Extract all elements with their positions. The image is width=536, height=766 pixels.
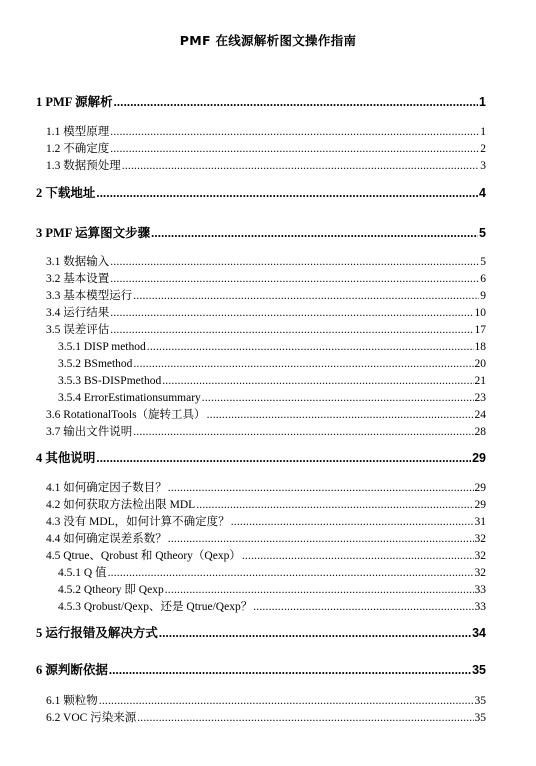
toc-dot-leader [196, 500, 473, 512]
toc-entry-page-number: 32 [474, 567, 486, 579]
document-title: PMF 在线源解析图文操作指南 [179, 33, 357, 48]
toc-entry-page-number: 29 [474, 482, 486, 494]
toc-dot-leader [159, 627, 471, 640]
toc-entry-page-number: 35 [474, 695, 486, 707]
toc-entry-page-number: 1 [479, 95, 486, 109]
toc-dot-leader [110, 308, 473, 320]
toc-entry[interactable] [58, 585, 486, 597]
toc-entry-label: 1.3 数据预处理 [46, 160, 121, 172]
toc-entry-label: 3.2 基本设置 [46, 273, 110, 285]
toc-entry[interactable] [46, 144, 486, 156]
toc-entry[interactable] [46, 696, 486, 708]
toc-entry-page-number: 17 [474, 324, 486, 336]
toc-entry-label: 1 PMF 源解析 [36, 95, 113, 109]
toc-entry-label: 3.1 数据输入 [46, 256, 110, 268]
toc-entry[interactable] [46, 483, 486, 495]
toc-entry-label: 4.2 如何获取方法检出限 MDL [46, 499, 196, 511]
toc-entry-page-number: 4 [479, 186, 486, 200]
toc-entry-label: 3.5.4 ErrorEstimationsummary [58, 392, 201, 404]
toc-entry-label: 3.3 基本模型运行 [46, 290, 133, 302]
toc-dot-leader [242, 551, 474, 563]
toc-entry[interactable] [46, 308, 486, 320]
toc-dot-leader [110, 257, 479, 269]
toc-entry[interactable] [36, 227, 486, 240]
toc-entry-label: 4.5.2 Qtheory 即 Qexp [58, 584, 164, 596]
toc-dot-leader [133, 359, 473, 371]
toc-dot-leader [151, 227, 478, 240]
toc-entry[interactable] [46, 500, 486, 512]
toc-entry-label: 3.7 输出文件说明 [46, 426, 133, 438]
toc-entry-page-number: 3 [480, 160, 486, 172]
toc-entry-page-number: 2 [480, 143, 486, 155]
toc-entry-label: 1.2 不确定度 [46, 143, 110, 155]
toc-entry[interactable] [36, 452, 486, 465]
toc-entry[interactable] [58, 602, 486, 614]
toc-dot-leader [253, 602, 473, 614]
toc-entry-label: 6.1 颗粒物 [46, 695, 98, 707]
toc-entry-label: 4.4 如何确定误差系数？ [46, 533, 167, 545]
toc-entry-label: 3 PMF 运算图文步骤 [36, 226, 151, 240]
toc-entry-label: 6 源判断依据 [36, 663, 108, 677]
toc-entry[interactable] [58, 568, 486, 580]
toc-entry-page-number: 28 [474, 426, 486, 438]
toc-entry-page-number: 34 [472, 626, 486, 640]
toc-dot-leader [168, 534, 474, 546]
toc-entry-label: 4 其他说明 [36, 451, 96, 465]
toc-dot-leader [122, 161, 480, 173]
toc-entry[interactable] [46, 551, 486, 563]
toc-dot-leader [147, 342, 474, 354]
toc-entry-label: 5 运行报错及解决方式 [36, 626, 158, 640]
toc-dot-leader [108, 568, 474, 580]
toc-entry-label: 3.5.1 DISP method [58, 341, 146, 353]
toc-entry-label: 3.5 误差评估 [46, 324, 110, 336]
toc-dot-leader [168, 483, 474, 495]
toc-entry-page-number: 5 [479, 226, 486, 240]
toc-entry-label: 6.2 VOC 污染来源 [46, 712, 137, 724]
toc-entry-page-number: 9 [480, 290, 486, 302]
toc-entry[interactable] [46, 127, 486, 139]
toc-entry-label: 4.5.3 Qrobust/Qexp、还是 Qtrue/Qexp？ [58, 601, 253, 613]
toc-entry-page-number: 32 [474, 533, 486, 545]
toc-entry[interactable] [58, 342, 486, 354]
toc-entry-page-number: 10 [474, 307, 486, 319]
toc-dot-leader [109, 664, 471, 677]
toc-entry-page-number: 29 [474, 499, 486, 511]
toc-dot-leader [202, 393, 474, 405]
toc-entry-page-number: 21 [474, 375, 486, 387]
toc-entry[interactable] [46, 713, 486, 725]
toc-entry-label: 4.1 如何确定因子数目？ [46, 482, 167, 494]
toc-entry-page-number: 18 [474, 341, 486, 353]
toc-entry-page-number: 31 [474, 516, 486, 528]
toc-entry[interactable] [36, 664, 486, 677]
toc-dot-leader [133, 291, 479, 303]
toc-entry-label: 2 下载地址 [36, 186, 96, 200]
toc-dot-leader [162, 376, 473, 388]
toc-entry[interactable] [36, 187, 486, 200]
toc-entry-page-number: 33 [474, 601, 486, 613]
toc-entry[interactable] [46, 257, 486, 269]
toc-entry-page-number: 6 [480, 273, 486, 285]
toc-dot-leader [137, 713, 473, 725]
toc-entry[interactable] [46, 534, 486, 546]
toc-dot-leader [96, 452, 471, 465]
toc-entry-label: 3.6 RotationalTools（旋转工具） [46, 409, 206, 421]
toc-entry[interactable] [58, 376, 486, 388]
toc-dot-leader [96, 187, 478, 200]
toc-dot-leader [133, 427, 473, 439]
toc-dot-leader [110, 127, 479, 139]
toc-entry-page-number: 23 [474, 392, 486, 404]
toc-entry[interactable] [46, 427, 486, 439]
toc-entry[interactable] [36, 96, 486, 109]
toc-entry-page-number: 5 [480, 256, 486, 268]
toc-dot-leader [110, 274, 479, 286]
toc-entry[interactable] [58, 393, 486, 405]
toc-entry[interactable] [46, 517, 486, 529]
toc-entry-page-number: 35 [474, 712, 486, 724]
toc-entry[interactable] [46, 274, 486, 286]
toc-dot-leader [99, 696, 474, 708]
toc-entry-label: 4.3 没有 MDL，如何计算不确定度？ [46, 516, 230, 528]
toc-entry[interactable] [46, 291, 486, 303]
toc-dot-leader [231, 517, 474, 529]
toc-entry[interactable] [46, 410, 486, 422]
toc-dot-leader [114, 96, 478, 109]
toc-entry-page-number: 20 [474, 358, 486, 370]
toc-entry-page-number: 29 [472, 451, 486, 465]
toc-entry-label: 4.5 Qtrue、Qrobust 和 Qtheory（Qexp） [46, 550, 241, 562]
toc-entry[interactable] [46, 325, 486, 337]
toc-entry-page-number: 35 [472, 663, 486, 677]
toc-dot-leader [110, 144, 479, 156]
toc-entry-label: 1.1 模型原理 [46, 126, 110, 138]
toc-entry-label: 3.5.2 BSmethod [58, 358, 133, 370]
toc-dot-leader [207, 410, 474, 422]
toc-entry[interactable] [58, 359, 486, 371]
toc-entry[interactable] [46, 161, 486, 173]
toc-dot-leader [165, 585, 474, 597]
toc-entry-label: 3.5.3 BS-DISPmethod [58, 375, 162, 387]
toc-entry-page-number: 32 [474, 550, 486, 562]
toc-entry-label: 4.5.1 Q 值 [58, 567, 107, 579]
toc-entry-page-number: 24 [474, 409, 486, 421]
toc-entry-page-number: 1 [480, 126, 486, 138]
toc-entry-label: 3.4 运行结果 [46, 307, 110, 319]
toc-entry-page-number: 33 [474, 584, 486, 596]
toc-entry[interactable] [36, 627, 486, 640]
toc-dot-leader [110, 325, 473, 337]
